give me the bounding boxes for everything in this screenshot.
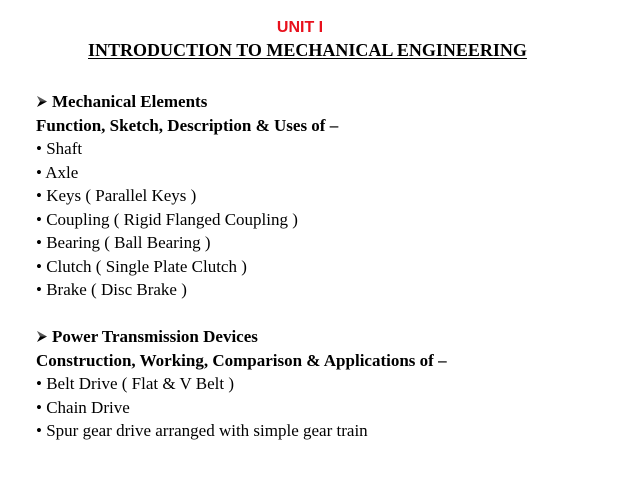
- list-item: • Belt Drive ( Flat & V Belt ): [36, 374, 234, 393]
- list-item: • Chain Drive: [36, 397, 130, 417]
- list-item: • Brake ( Disc Brake ): [36, 280, 187, 299]
- list-item: • Keys ( Parallel Keys ): [36, 186, 197, 205]
- slide-title: INTRODUCTION TO MECHANICAL ENGINEERING: [88, 40, 527, 60]
- section-spacer: [36, 302, 626, 326]
- section-heading-text: Power Transmission Devices: [52, 327, 258, 346]
- arrow-bullet-icon: [36, 325, 48, 349]
- list-item: • Coupling ( Rigid Flanged Coupling ): [36, 209, 298, 229]
- arrow-bullet-icon: [36, 90, 48, 114]
- list-item: • Spur gear drive arranged with simple gear train: [36, 421, 368, 440]
- list-item: • Axle: [36, 162, 79, 182]
- section-subheading: Construction, Working, Comparison & Applications of –: [36, 350, 447, 370]
- section-heading-mechanical-elements: [36, 90, 626, 114]
- unit-label-text: UNIT I: [276, 19, 324, 36]
- list-item: • Shaft: [36, 139, 83, 158]
- section-heading-text: Mechanical Elements: [52, 92, 208, 111]
- unit-label: [0, 19, 600, 37]
- section-heading-power-transmission: [36, 325, 626, 349]
- slide-content: [36, 90, 626, 443]
- list-item: • Bearing ( Ball Bearing ): [36, 233, 211, 252]
- list-item: • Clutch ( Single Plate Clutch ): [36, 256, 247, 276]
- section-subheading: Function, Sketch, Description & Uses of –: [36, 115, 339, 135]
